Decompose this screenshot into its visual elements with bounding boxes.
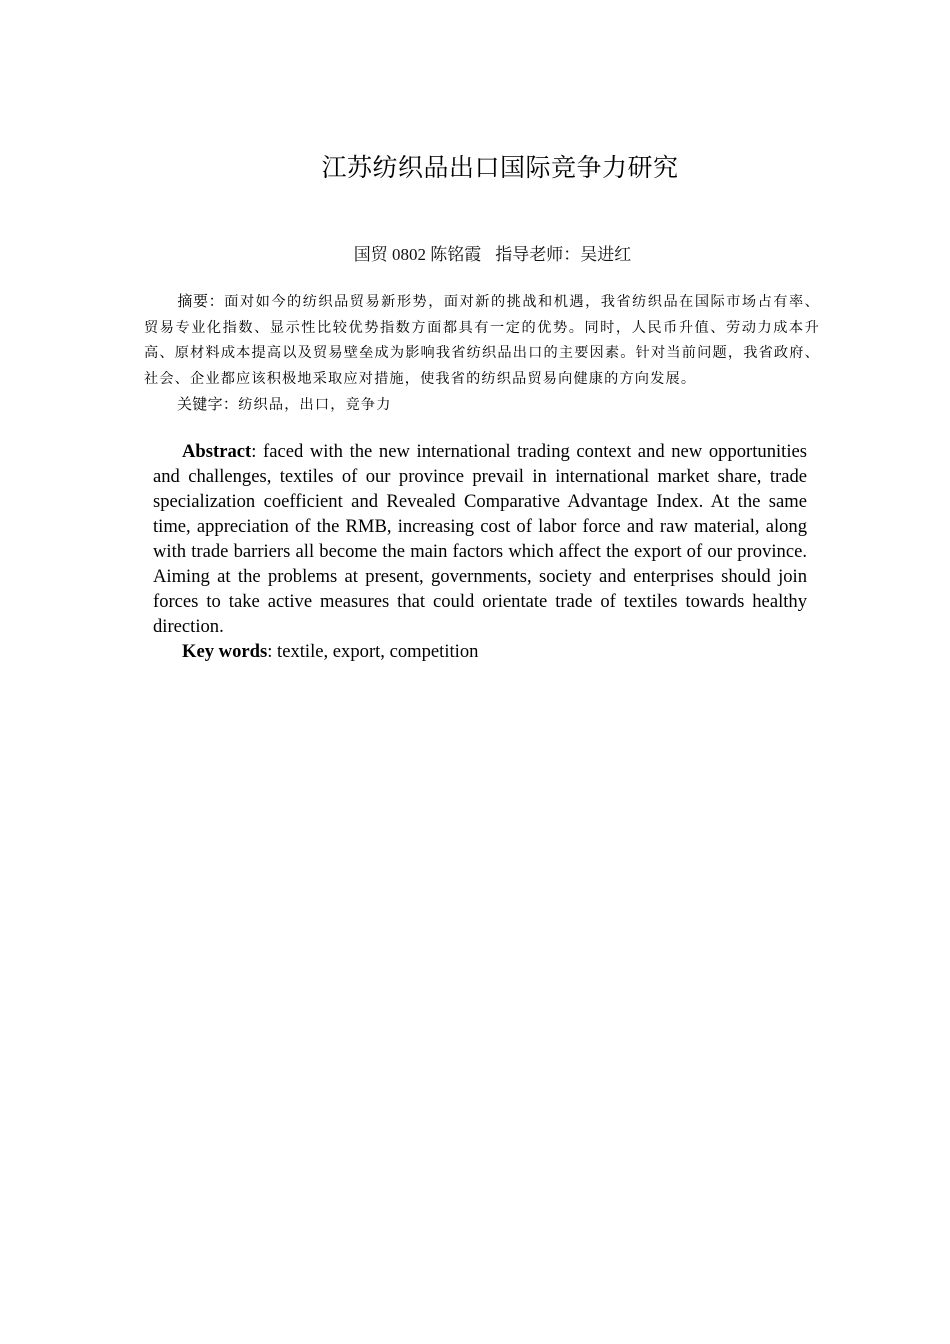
author-line: 国贸 0802 陈铭霞 [353, 245, 482, 264]
english-keywords-text: : textile, export, competition [267, 641, 479, 662]
chinese-keywords [144, 392, 820, 419]
english-abstract [153, 439, 807, 639]
english-keywords [153, 639, 807, 664]
chinese-abstract-section [144, 289, 820, 419]
english-keywords-label: Key words [182, 641, 268, 662]
english-abstract-section [153, 439, 807, 664]
english-abstract-label: Abstract [182, 441, 252, 462]
chinese-abstract-text: 面对如今的纺织品贸易新形势，面对新的挑战和机遇，我省纺织品在国际市场占有率、贸易专业化指数、显示性比较优势指数方面都具有一定的优势。同时，人民币升值、劳动力成本升高、原材料成本提高以及贸易壁垒成为影响我省纺织品出口的主要因素。针对当前问题，我省政府、社会、企业都应该积极地采取应对措施，使我省的纺织品贸易向健康的方向发展。 [144, 294, 820, 387]
chinese-abstract [144, 289, 820, 392]
byline [0, 240, 950, 265]
chinese-keywords-text: 纺织品，出口，竞争力 [238, 397, 392, 414]
page-title: 江苏纺织品出口国际竞争力研究 [321, 153, 679, 182]
chinese-abstract-label: 摘要： [177, 292, 225, 310]
advisor-line: 指导老师：吴进红 [495, 245, 632, 264]
chinese-keywords-label: 关键字： [177, 395, 239, 414]
english-abstract-text: : faced with the new international trading context and new opportunities and challenges, textiles of our province prevail in international market share, trade specialization coefficient and Revealed Comparative Advantage Index. At the same time, appreciation of the RMB, increasing cost of labor force and raw material, along with trade barriers all become the main factors which affect the export of our province. Aiming at the problems at present, governments, society and enterprises should join forces to take active measures that could orientate trade of textiles towards healthy direction. [153, 441, 807, 637]
